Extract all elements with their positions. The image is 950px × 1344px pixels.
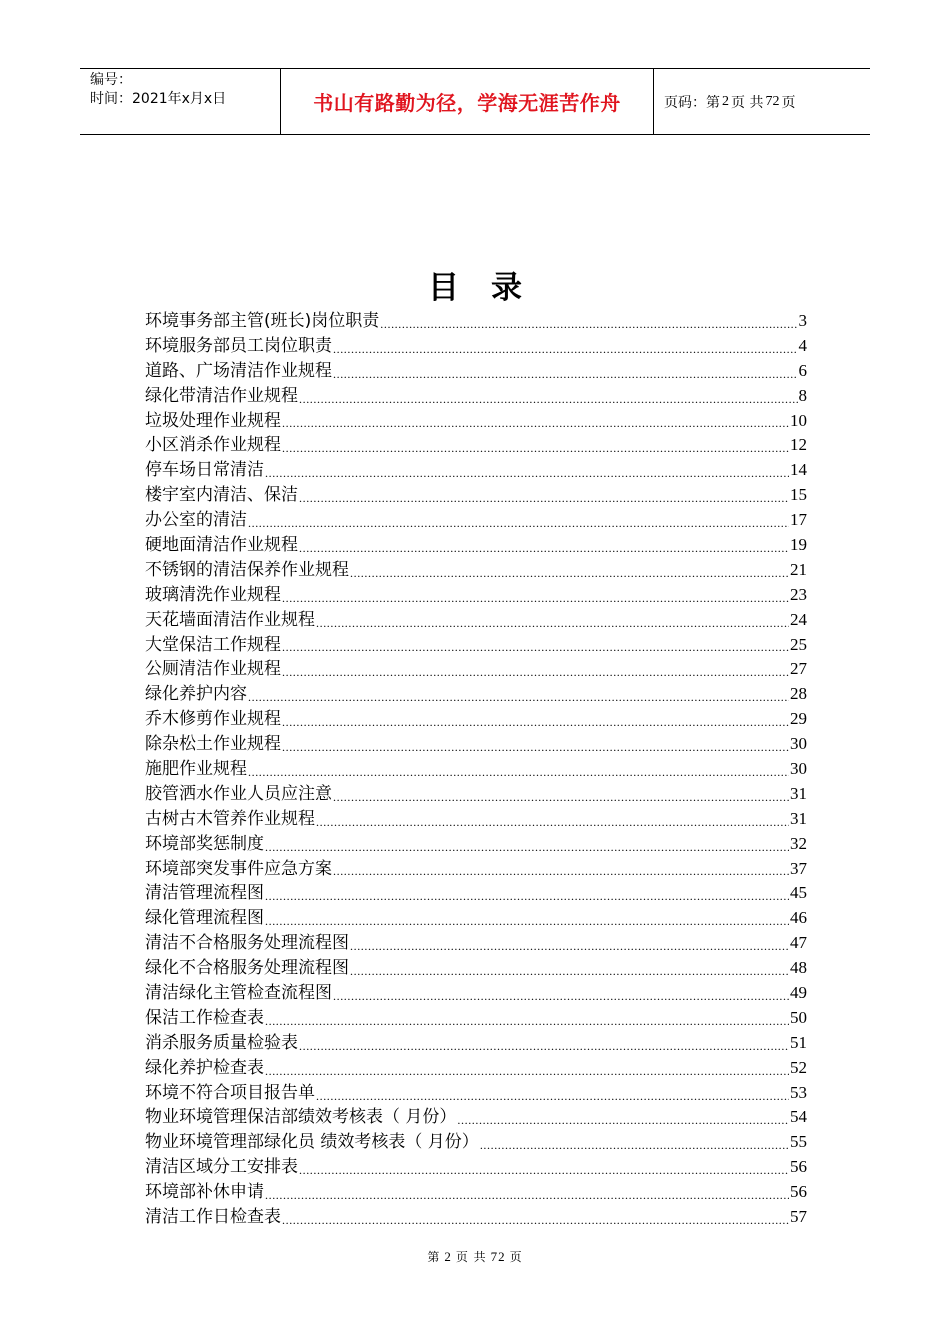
- toc-entry-label: 绿化养护检查表: [145, 1057, 264, 1078]
- toc-entry-label: 道路、广场清洁作业规程: [145, 360, 332, 381]
- footer-suffix: 页: [509, 1250, 523, 1264]
- toc-entry-label: 胶管洒水作业人员应注意: [145, 783, 332, 804]
- toc-entry-label: 绿化管理流程图: [145, 908, 264, 929]
- toc-entry[interactable]: [145, 682, 807, 707]
- toc-entry-label: 除杂松土作业规程: [145, 734, 281, 755]
- toc-leader-dots: [299, 1160, 789, 1180]
- toc-entry-page: 47: [790, 933, 807, 953]
- toc-entry-label: 小区消杀作业规程: [145, 435, 281, 456]
- serial-label: 编号：: [90, 72, 132, 88]
- toc-entry-page: 23: [790, 584, 807, 604]
- toc-leader-dots: [282, 438, 789, 458]
- toc-entry-label: 不锈钢的清洁保养作业规程: [145, 559, 349, 580]
- toc-entry-label: 环境部补休申请: [145, 1182, 264, 1203]
- toc-entry-page: 29: [790, 709, 807, 729]
- toc-entry-label: 消杀服务质量检验表: [145, 1032, 298, 1053]
- toc-entry[interactable]: [145, 384, 807, 409]
- toc-entry[interactable]: [145, 583, 807, 608]
- time-label: 时间：2021年x月x日: [90, 91, 227, 107]
- toc-entry-label: 物业环境管理保洁部绩效考核表（ 月份）: [145, 1107, 457, 1128]
- toc-leader-dots: [316, 1086, 789, 1106]
- toc-leader-dots: [299, 389, 798, 409]
- toc-entry-page: 17: [790, 510, 807, 530]
- toc-entry[interactable]: [145, 1031, 807, 1056]
- toc-entry-page: 49: [790, 983, 807, 1003]
- toc-entry-page: 12: [790, 435, 807, 455]
- toc-entry-label: 办公室的清洁: [145, 510, 247, 531]
- header-page-mid: 页 共: [731, 94, 764, 111]
- toc-leader-dots: [265, 1061, 789, 1081]
- header-page-total: 72: [765, 93, 780, 109]
- toc-entry-page: 56: [790, 1157, 807, 1177]
- toc-entry[interactable]: [145, 782, 807, 807]
- toc-entry-label: 清洁绿化主管检查流程图: [145, 983, 332, 1004]
- toc-entry-page: 30: [790, 734, 807, 754]
- header-page-prefix: 页码：第: [664, 94, 720, 111]
- toc-entry[interactable]: [145, 409, 807, 434]
- toc-title: 目录: [428, 270, 554, 306]
- toc-leader-dots: [282, 737, 789, 757]
- toc-entry-page: 53: [790, 1082, 807, 1102]
- toc-entry[interactable]: [145, 757, 807, 782]
- toc-entry[interactable]: [145, 558, 807, 583]
- toc-entry[interactable]: [145, 906, 807, 931]
- toc-leader-dots: [333, 339, 798, 359]
- header-page-suffix: 页: [781, 94, 796, 111]
- header-motto: 书山有路勤为径，学海无涯苦作舟: [281, 69, 654, 134]
- toc-entry-label: 环境部奖惩制度: [145, 833, 264, 854]
- toc-leader-dots: [480, 1135, 789, 1155]
- toc-entry-page: 6: [798, 360, 807, 380]
- toc-entry[interactable]: [145, 981, 807, 1006]
- toc-leader-dots: [333, 986, 789, 1006]
- toc-leader-dots: [333, 364, 798, 384]
- toc-entry-page: 19: [790, 535, 807, 554]
- toc-leader-dots: [380, 314, 797, 334]
- toc-leader-dots: [333, 861, 789, 881]
- toc-entry-label: 古树古木管养作业规程: [145, 808, 315, 829]
- toc-leader-dots: [350, 936, 789, 956]
- toc-entry-page: 28: [790, 684, 807, 704]
- toc-entry[interactable]: [145, 1130, 807, 1155]
- toc-entry-page: 25: [790, 634, 807, 654]
- toc-entry-page: 48: [790, 958, 807, 978]
- toc-entry-page: 51: [790, 1032, 807, 1052]
- toc-entry-label: 物业环境管理部绿化员 绩效考核表（ 月份）: [145, 1132, 479, 1153]
- page-footer: [0, 1248, 950, 1265]
- toc-leader-dots: [265, 463, 789, 483]
- toc-entry-page: 3: [798, 310, 807, 330]
- toc-entry-label: 停车场日常清洁: [145, 460, 264, 481]
- toc-leader-dots: [265, 886, 789, 906]
- toc-entry-page: 8: [798, 385, 807, 405]
- toc-entry[interactable]: [145, 956, 807, 981]
- footer-mid: 页 共: [455, 1250, 487, 1264]
- toc-entry-page: 45: [790, 883, 807, 903]
- toc-leader-dots: [299, 488, 789, 508]
- toc-entry-page: 31: [790, 783, 807, 803]
- toc-entry[interactable]: [145, 657, 807, 682]
- toc-entry-label: 清洁不合格服务处理流程图: [145, 933, 349, 954]
- toc-leader-dots: [333, 787, 789, 807]
- toc-entry[interactable]: [145, 881, 807, 906]
- toc-entry[interactable]: [145, 433, 807, 458]
- footer-prefix: 第: [427, 1250, 441, 1264]
- toc-leader-dots: [350, 961, 789, 981]
- toc-entry-page: 24: [790, 609, 807, 629]
- toc-leader-dots: [350, 563, 789, 583]
- header-meta: [80, 69, 281, 134]
- toc-entry[interactable]: [145, 309, 807, 334]
- toc-leader-dots: [265, 1011, 789, 1031]
- toc-entry-page: 55: [790, 1132, 807, 1152]
- toc-entry[interactable]: [145, 1006, 807, 1031]
- toc-entry[interactable]: [145, 707, 807, 732]
- toc-entry[interactable]: [145, 832, 807, 857]
- toc-entry-page: 21: [790, 559, 807, 579]
- toc-entry-page: 10: [790, 410, 807, 430]
- toc-entry[interactable]: [145, 1205, 807, 1230]
- toc-entry[interactable]: [145, 608, 807, 633]
- toc-leader-dots: [316, 812, 789, 832]
- toc-entry-page: 14: [790, 460, 807, 480]
- toc-leader-dots: [299, 1036, 789, 1056]
- toc-entry-label: 环境不符合项目报告单: [145, 1082, 315, 1103]
- toc-entry-page: 57: [790, 1207, 807, 1227]
- toc-entry-page: 37: [790, 858, 807, 878]
- toc-entry-label: 清洁区域分工安排表: [145, 1157, 298, 1178]
- toc-entry[interactable]: [145, 857, 807, 882]
- toc-leader-dots: [265, 1185, 789, 1205]
- toc-leader-dots: [282, 712, 789, 732]
- toc-leader-dots: [265, 837, 789, 857]
- toc-leader-dots: [282, 588, 789, 608]
- toc-entry-page: 30: [790, 759, 807, 779]
- toc-entry-label: 大堂保洁工作规程: [145, 634, 281, 655]
- toc-entry-label: 环境事务部主管(班长)岗位职责: [145, 310, 380, 331]
- toc-entry-label: 施肥作业规程: [145, 759, 247, 780]
- toc-entry-label: 垃圾处理作业规程: [145, 410, 281, 431]
- toc-entry[interactable]: [145, 359, 807, 384]
- toc-entry-page: 32: [790, 833, 807, 853]
- header-page-current: 2: [722, 93, 729, 109]
- toc-entry-label: 公厕清洁作业规程: [145, 659, 281, 680]
- toc-entry-page: 46: [790, 908, 807, 928]
- toc-entry[interactable]: [145, 533, 807, 558]
- toc-entry-label: 绿化不合格服务处理流程图: [145, 958, 349, 979]
- toc-entry-page: 50: [790, 1007, 807, 1027]
- toc-entry-label: 保洁工作检查表: [145, 1007, 264, 1028]
- toc-leader-dots: [457, 1110, 789, 1130]
- toc-entry[interactable]: [145, 1106, 807, 1131]
- toc-entry[interactable]: [145, 633, 807, 658]
- toc-entry-label: 清洁管理流程图: [145, 883, 264, 904]
- toc-entry-label: 绿化养护内容: [145, 684, 247, 705]
- toc-entry-page: 56: [790, 1182, 807, 1202]
- toc-entry-label: 乔木修剪作业规程: [145, 709, 281, 730]
- toc-entry[interactable]: [145, 334, 807, 359]
- toc-entry-label: 环境部突发事件应急方案: [145, 858, 332, 879]
- toc-entry-page: 27: [790, 659, 807, 679]
- toc-entry[interactable]: [145, 1180, 807, 1205]
- toc-entry[interactable]: [145, 1081, 807, 1106]
- toc-leader-dots: [248, 762, 789, 782]
- toc-entry-label: 楼宇室内清洁、保洁: [145, 485, 298, 506]
- toc-entry-page: 52: [790, 1057, 807, 1077]
- toc-leader-dots: [282, 413, 789, 433]
- table-of-contents: [145, 309, 807, 1230]
- toc-entry-page: 4: [798, 335, 807, 355]
- toc-leader-dots: [282, 662, 789, 682]
- toc-entry-label: 玻璃清洗作业规程: [145, 584, 281, 605]
- toc-entry-page: 31: [790, 808, 807, 828]
- toc-entry[interactable]: [145, 807, 807, 832]
- toc-entry-label: 环境服务部员工岗位职责: [145, 335, 332, 356]
- footer-current: 2: [444, 1249, 452, 1264]
- toc-entry[interactable]: [145, 1056, 807, 1081]
- toc-leader-dots: [248, 513, 789, 533]
- toc-entry-label: 天花墙面清洁作业规程: [145, 609, 315, 630]
- toc-entry-page: 54: [790, 1107, 807, 1127]
- toc-leader-dots: [248, 687, 789, 707]
- toc-entry[interactable]: [145, 508, 807, 533]
- toc-entry[interactable]: [145, 458, 807, 483]
- toc-leader-dots: [282, 1210, 789, 1230]
- toc-leader-dots: [316, 613, 789, 633]
- toc-entry-label: 清洁工作日检查表: [145, 1207, 281, 1228]
- toc-entry[interactable]: [145, 732, 807, 757]
- toc-leader-dots: [282, 637, 789, 657]
- toc-entry-label: 绿化带清洁作业规程: [145, 385, 298, 406]
- page-header: [80, 68, 870, 135]
- footer-total: 72: [490, 1249, 506, 1264]
- header-page-info: [654, 69, 870, 134]
- toc-entry[interactable]: [145, 483, 807, 508]
- toc-leader-dots: [299, 538, 789, 558]
- toc-entry[interactable]: [145, 931, 807, 956]
- toc-entry[interactable]: [145, 1155, 807, 1180]
- toc-entry-page: 15: [790, 485, 807, 505]
- toc-entry-label: 硬地面清洁作业规程: [145, 535, 298, 555]
- toc-leader-dots: [265, 911, 789, 931]
